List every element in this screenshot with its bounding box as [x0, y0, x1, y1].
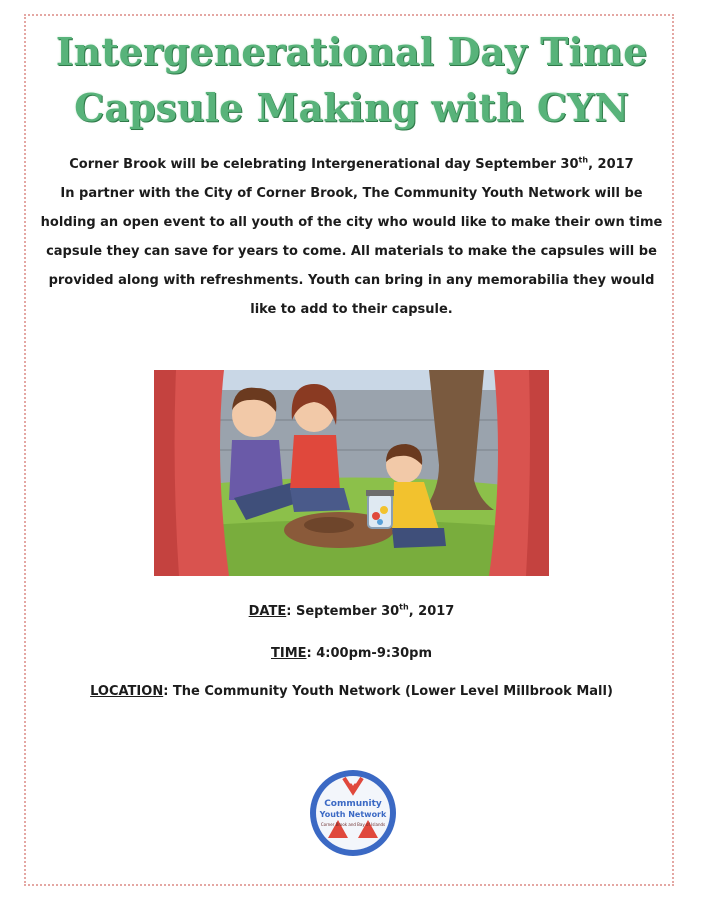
- poster-title-line-1: Intergenerational Day Time: [55, 29, 648, 74]
- logo-line-community: Community: [324, 799, 382, 809]
- intro-lead: [40, 150, 663, 179]
- community-youth-network-logo: [308, 768, 398, 858]
- time-label: TIME: [270, 646, 307, 661]
- logo-line-region: Corner Brook and Bay of Islands: [320, 822, 386, 827]
- logo-line-youth-network: Youth Network: [319, 810, 387, 819]
- intro-lead-superscript: th: [578, 155, 589, 165]
- date-value: : September 30: [286, 604, 400, 619]
- intro-text: [40, 150, 663, 324]
- event-location: [0, 684, 703, 699]
- intro-lead-text: Corner Brook will be celebrating Intergenerational day September 30: [69, 157, 579, 172]
- date-year: , 2017: [408, 604, 455, 619]
- poster-title-line-2: Capsule Making with CYN: [74, 85, 629, 130]
- time-value: : 4:00pm-9:30pm: [306, 646, 433, 661]
- location-value: : The Community Youth Network (Lower Level Millbrook Mall): [163, 684, 613, 699]
- event-date: [0, 604, 703, 619]
- poster-title: [0, 24, 703, 136]
- date-label: DATE: [248, 604, 287, 619]
- location-label: LOCATION: [90, 684, 164, 699]
- family-burying-capsule-image: [154, 370, 549, 576]
- intro-body: In partner with the City of Corner Brook, The Community Youth Network will be holding an open event to all youth of the city who would like to make their own time capsule they can save for years to come. All materials to make the capsules will be provided along with refreshments. Youth can bring in any memorabilia they would like to add to their capsule.: [40, 186, 663, 317]
- time-capsule-illustration: [154, 370, 549, 576]
- cyn-logo-badge: [308, 768, 398, 858]
- logo-letter-y: Y: [349, 783, 357, 793]
- date-superscript: th: [399, 602, 409, 612]
- event-time: [0, 646, 703, 661]
- intro-lead-year: , 2017: [588, 157, 634, 172]
